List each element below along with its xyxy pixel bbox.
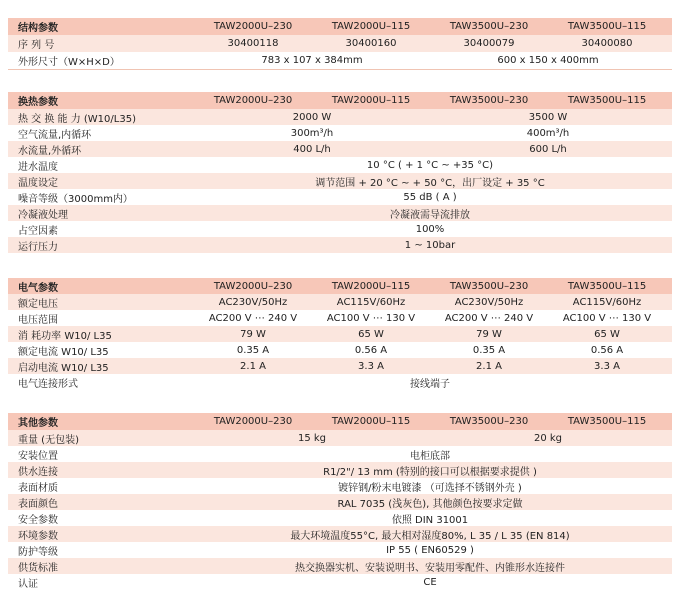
- section-divider: [8, 69, 672, 70]
- supply-scope-row: [8, 558, 672, 574]
- row-value: 79 W: [476, 328, 502, 340]
- environment-row: [8, 526, 672, 542]
- row-value: 3.3 A: [358, 360, 384, 372]
- weight-row: [8, 430, 672, 446]
- serial-value: 30400079: [463, 38, 515, 49]
- serial-row: [8, 35, 672, 52]
- inlet-temp-row: [8, 157, 672, 173]
- heat-header-label: 换热参数: [18, 97, 58, 108]
- row-value: 10 °C ( + 1 °C ~ +35 °C): [366, 159, 494, 171]
- row-label: 重量 (无包装): [18, 434, 79, 446]
- structure-header-row: [8, 18, 672, 35]
- surface-material-row: [8, 478, 672, 494]
- voltage-range-row: [8, 310, 672, 326]
- serial-value: 30400118: [227, 38, 279, 49]
- row-value: IP 55 ( EN60529 ): [386, 544, 474, 556]
- row-value: 400m³/h: [526, 127, 570, 139]
- row-value: 3500 W: [528, 111, 568, 123]
- serial-label: 序 列 号: [18, 40, 55, 51]
- row-label: 额定电压: [18, 298, 58, 310]
- row-label: 电气连接形式: [18, 378, 78, 390]
- other-section: [8, 413, 672, 590]
- pressure-row: [8, 237, 672, 253]
- row-value: R1/2"/ 13 mm (特别的接口可以根据要求提供 ): [323, 466, 537, 478]
- safety-row: [8, 510, 672, 526]
- row-value: AC230V/50Hz: [218, 296, 288, 308]
- heat-section: [8, 92, 672, 252]
- dims-value: 783 x 107 x 384mm: [261, 55, 363, 66]
- connection-row: [8, 374, 672, 390]
- dims-value: 600 x 150 x 400mm: [497, 55, 599, 66]
- heat-header-row: [8, 92, 672, 109]
- row-label: 防护等级: [18, 546, 58, 558]
- row-value: 600 L/h: [529, 143, 567, 155]
- model-header: TAW2000U–115: [331, 95, 411, 106]
- row-value: RAL 7035 (浅灰色), 其他颜色按要求定做: [337, 498, 523, 510]
- row-value: 65 W: [594, 328, 620, 340]
- protection-row: [8, 542, 672, 558]
- row-value: CE: [423, 576, 437, 588]
- row-label: 启动电流 W10/ L35: [18, 362, 109, 374]
- model-header: TAW3500U–230: [449, 21, 529, 32]
- certification-row: [8, 574, 672, 590]
- row-value: 65 W: [358, 328, 384, 340]
- row-value: 79 W: [240, 328, 266, 340]
- water-flow-row: [8, 141, 672, 157]
- row-value: 冷凝液需导流排放: [390, 209, 470, 221]
- row-value: AC230V/50Hz: [454, 296, 524, 308]
- row-label: 安装位置: [18, 450, 58, 462]
- rated-voltage-row: [8, 294, 672, 310]
- row-value: 电柜底部: [410, 450, 450, 462]
- model-header: TAW2000U–230: [213, 21, 293, 32]
- model-header: TAW3500U–115: [567, 21, 647, 32]
- model-header: TAW3500U–115: [567, 95, 647, 106]
- row-label: 电压范围: [18, 314, 58, 326]
- row-value: AC200 V ⋯ 240 V: [208, 312, 298, 324]
- row-value: 100%: [415, 223, 445, 235]
- water-connection-row: [8, 462, 672, 478]
- row-label: 冷凝液处理: [18, 209, 68, 221]
- surface-color-row: [8, 494, 672, 510]
- model-header: TAW3500U–230: [449, 416, 529, 427]
- row-value: AC200 V ⋯ 240 V: [444, 312, 534, 324]
- electrical-section: [8, 278, 672, 390]
- row-label: 表面材质: [18, 482, 58, 494]
- row-label: 进水温度: [18, 161, 58, 173]
- row-label: 额定电流 W10/ L35: [18, 346, 109, 358]
- row-value: 400 L/h: [293, 143, 331, 155]
- model-header: TAW3500U–230: [449, 280, 529, 292]
- structure-header-label: 结构参数: [18, 23, 58, 34]
- row-value: 1 ~ 10bar: [404, 239, 456, 251]
- air-flow-row: [8, 125, 672, 141]
- row-value: 0.56 A: [590, 344, 624, 356]
- electrical-header-label: 电气参数: [18, 282, 58, 294]
- row-label: 运行压力: [18, 241, 58, 253]
- model-header: TAW2000U–230: [213, 416, 293, 427]
- row-value: 热交换器实机、安装说明书、安装用零配件、内锥形水连接件: [295, 562, 565, 574]
- model-header: TAW3500U–230: [449, 95, 529, 106]
- row-value: 2.1 A: [240, 360, 266, 372]
- electrical-header-row: [8, 278, 672, 294]
- row-label: 消 耗功率 W10/ L35: [18, 330, 112, 342]
- row-value: AC100 V ⋯ 130 V: [326, 312, 416, 324]
- row-value: 0.35 A: [236, 344, 270, 356]
- model-header: TAW2000U–230: [213, 280, 293, 292]
- row-value: 接线端子: [410, 378, 450, 390]
- row-label: 安全参数: [18, 514, 58, 526]
- serial-value: 30400160: [345, 38, 397, 49]
- structure-section: [8, 18, 672, 70]
- temp-setting-row: [8, 173, 672, 189]
- serial-value: 30400080: [581, 38, 633, 49]
- model-header: TAW2000U–230: [213, 95, 293, 106]
- row-value: 0.35 A: [472, 344, 506, 356]
- row-value: 调节范围 + 20 °C ~ + 50 °C，出厂设定 + 35 °C: [315, 177, 545, 189]
- row-label: 认证: [18, 578, 38, 590]
- row-value: 3.3 A: [594, 360, 620, 372]
- model-header: TAW3500U–115: [567, 280, 647, 292]
- row-value: AC115V/60Hz: [572, 296, 642, 308]
- row-value: 2.1 A: [476, 360, 502, 372]
- rated-current-row: [8, 342, 672, 358]
- start-current-row: [8, 358, 672, 374]
- other-header-label: 其他参数: [18, 418, 58, 429]
- row-value: AC100 V ⋯ 130 V: [562, 312, 652, 324]
- duty-factor-row: [8, 221, 672, 237]
- row-value: 300m³/h: [290, 127, 334, 139]
- install-position-row: [8, 446, 672, 462]
- noise-row: [8, 189, 672, 205]
- model-header: TAW2000U–115: [331, 21, 411, 32]
- row-value: 15 kg: [297, 432, 327, 444]
- row-label: 噪音等级（3000mm内）: [18, 193, 133, 205]
- row-value: 2000 W: [292, 111, 332, 123]
- power-row: [8, 326, 672, 342]
- row-label: 环境参数: [18, 530, 58, 542]
- row-label: 水流量,外循环: [18, 145, 82, 157]
- row-label: 表面颜色: [18, 498, 58, 510]
- model-header: TAW2000U–115: [331, 280, 411, 292]
- dims-label: 外形尺寸（W×H×D）: [18, 57, 120, 68]
- row-value: 20 kg: [533, 432, 563, 444]
- model-header: TAW2000U–115: [331, 416, 411, 427]
- condensate-row: [8, 205, 672, 221]
- row-label: 占空因素: [18, 225, 58, 237]
- heat-capacity-row: [8, 109, 672, 125]
- model-header: TAW3500U–115: [567, 416, 647, 427]
- row-label: 热 交 换 能 力 (W10/L35): [18, 113, 136, 125]
- row-value: AC115V/60Hz: [336, 296, 406, 308]
- row-value: 0.56 A: [354, 344, 388, 356]
- row-label: 温度设定: [18, 177, 58, 189]
- dims-row: [8, 52, 672, 69]
- row-label: 供货标准: [18, 562, 58, 574]
- row-label: 空气流量,内循环: [18, 129, 92, 141]
- row-value: 55 dB ( A ): [403, 191, 457, 203]
- other-header-row: [8, 413, 672, 430]
- row-value: 依照 DIN 31001: [391, 514, 469, 526]
- row-value: 镀锌钢/粉末电镀漆 （可选择不锈钢外壳 ): [338, 482, 522, 494]
- row-label: 供水连接: [18, 466, 58, 478]
- row-value: 最大环境温度55°C, 最大相对湿度80%, L 35 / L 35 (EN 814): [290, 530, 570, 542]
